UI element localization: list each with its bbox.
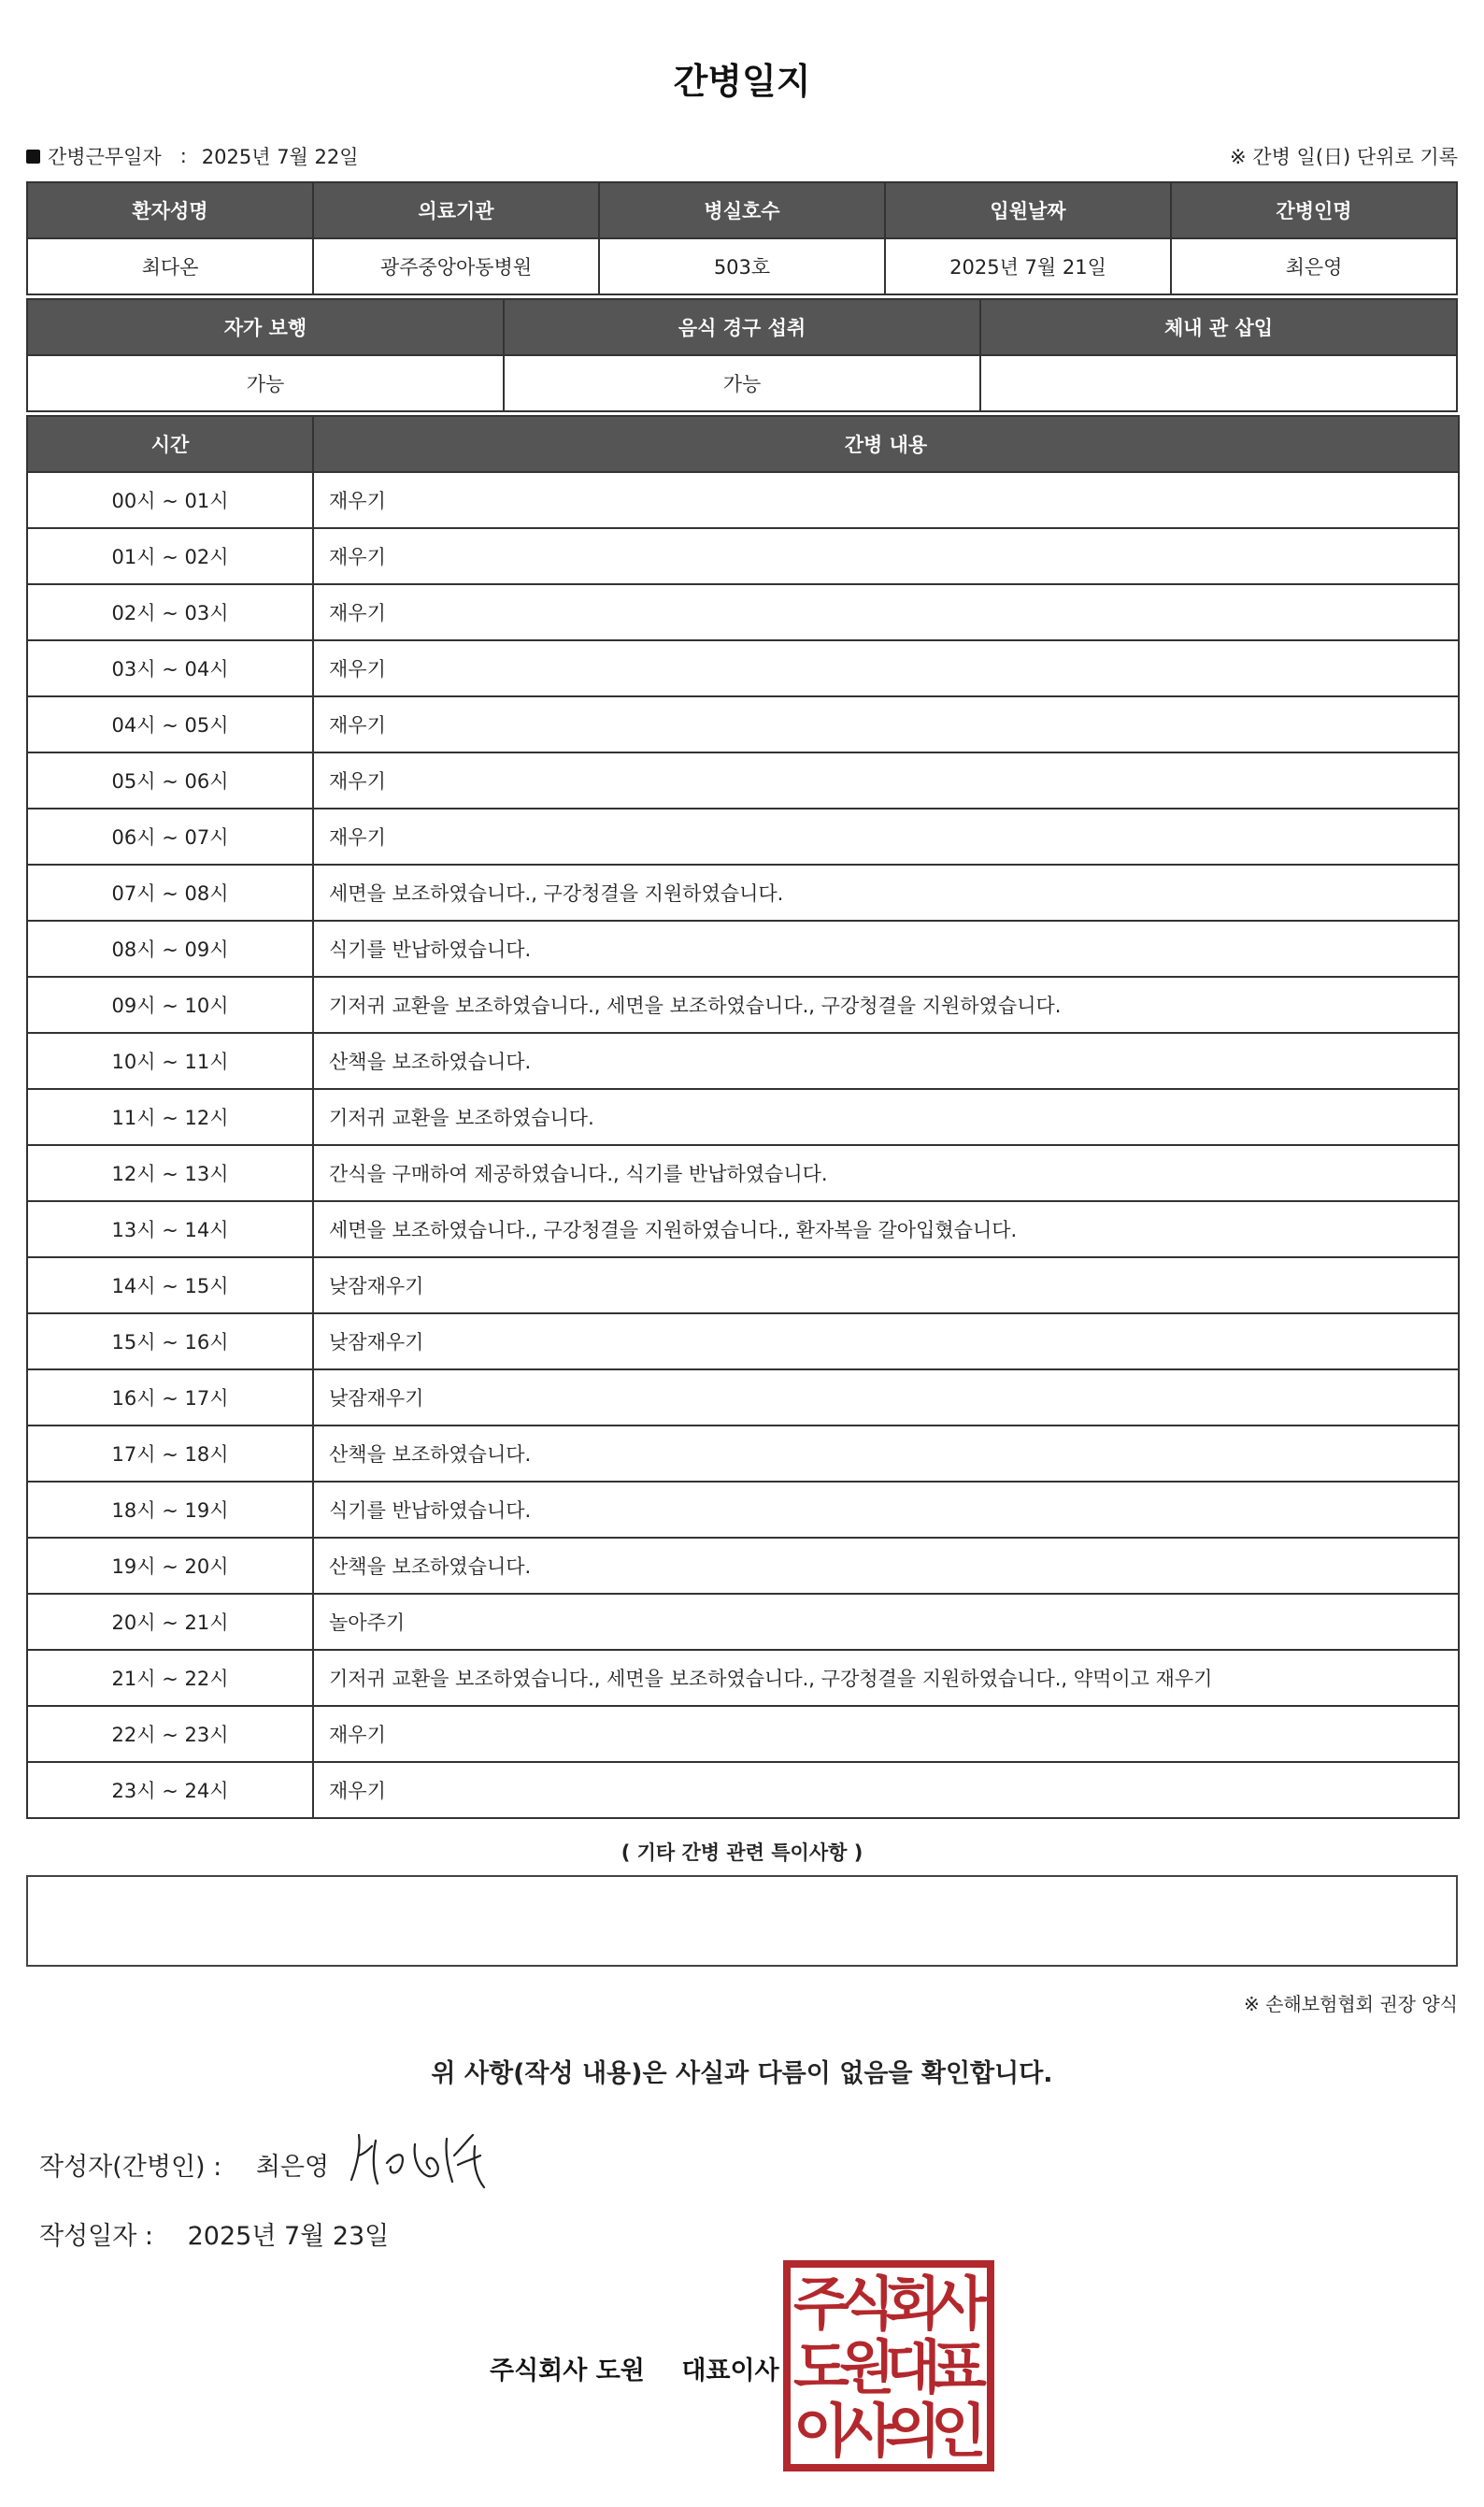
care-log-time: 02시 ~ 03시 [27,584,313,640]
writer-name: 최은영 [255,2153,330,2182]
header-care-content: 간병 내용 [313,416,1459,472]
care-log-time: 01시 ~ 02시 [27,528,313,584]
care-log-time: 16시 ~ 17시 [27,1369,313,1425]
care-log-time: 03시 ~ 04시 [27,640,313,696]
care-log-row [27,1313,1459,1369]
care-log-content: 세면을 보조하였습니다., 구강청결을 지원하였습니다., 환자복을 갈아입혔습니다. [313,1201,1459,1257]
care-log-body [27,472,1459,1818]
svg-text:회: 회 [885,2270,941,2338]
header-patient-name: 환자성명 [27,182,313,238]
svg-text:주: 주 [793,2270,849,2338]
svg-text:사: 사 [931,2270,987,2338]
care-log-time: 19시 ~ 20시 [27,1538,313,1594]
svg-text:식: 식 [839,2270,895,2338]
company-line [490,2350,779,2386]
care-log-time: 08시 ~ 09시 [27,921,313,977]
form-note: ※ 손해보험협회 권장 양식 [1243,1993,1458,2015]
oral-intake-value: 가능 [504,355,980,411]
care-log-row [27,865,1459,921]
care-log-content: 산책을 보조하였습니다. [313,1538,1459,1594]
care-log-row [27,528,1459,584]
care-log-row [27,1650,1459,1706]
care-log-row [27,1257,1459,1313]
care-log-content: 낮잠재우기 [313,1313,1459,1369]
header-time: 시간 [27,416,313,472]
company-name: 주식회사 도원 [490,2357,645,2385]
care-log-time: 09시 ~ 10시 [27,977,313,1033]
care-log-content: 재우기 [313,696,1459,752]
care-log-time: 23시 ~ 24시 [27,1762,313,1818]
care-log-time: 18시 ~ 19시 [27,1482,313,1538]
extra-notes-box [26,1875,1458,1967]
care-log-row [27,1538,1459,1594]
work-date-colon: : [179,145,187,167]
care-log-time: 04시 ~ 05시 [27,696,313,752]
care-log-content: 재우기 [313,584,1459,640]
care-log-time: 15시 ~ 16시 [27,1313,313,1369]
care-log-row [27,1145,1459,1201]
care-log-row [27,1089,1459,1145]
care-log-row [27,1369,1459,1425]
care-log-content: 식기를 반납하였습니다. [313,1482,1459,1538]
written-date-value: 2025년 7월 23일 [187,2222,390,2251]
svg-text:대: 대 [885,2333,941,2401]
patient-status-value-row [27,355,1457,411]
svg-text:원: 원 [839,2333,895,2401]
care-log-row [27,1762,1459,1818]
caregiver-name: 최은영 [1171,238,1457,294]
care-log-row [27,1706,1459,1762]
care-log-table [26,415,1460,1819]
care-log-time: 07시 ~ 08시 [27,865,313,921]
care-log-content: 낮잠재우기 [313,1369,1459,1425]
svg-text:표: 표 [931,2333,987,2401]
care-log-content: 식기를 반납하였습니다. [313,921,1459,977]
care-log-row [27,584,1459,640]
header-tube-insertion: 체내 관 삽입 [980,299,1457,355]
patient-info-header-row [27,182,1457,238]
care-log-content: 재우기 [313,528,1459,584]
header-caregiver-name: 간병인명 [1171,182,1457,238]
hospital-name: 광주중앙아동병원 [313,238,599,294]
care-log-row [27,1425,1459,1482]
bullet-square-icon [26,150,40,164]
patient-info-table [26,181,1458,295]
care-log-time: 13시 ~ 14시 [27,1201,313,1257]
care-log-content: 기저귀 교환을 보조하였습니다. [313,1089,1459,1145]
patient-info-value-row [27,238,1457,294]
header-hospital: 의료기관 [313,182,599,238]
extra-notes-title: ( 기타 간병 관련 특이사항 ) [621,1841,863,1864]
written-date-label: 작성일자 : [39,2222,154,2251]
svg-text:사: 사 [839,2397,895,2465]
care-log-time: 00시 ~ 01시 [27,472,313,528]
care-log-row [27,1033,1459,1089]
header-self-walking: 자가 보행 [27,299,504,355]
care-log-row [27,1594,1459,1650]
care-log-row [27,472,1459,528]
admission-date: 2025년 7월 21일 [885,238,1171,294]
work-date-line [26,142,359,170]
care-log-row [27,752,1459,809]
care-log-time: 11시 ~ 12시 [27,1089,313,1145]
svg-text:의: 의 [885,2397,941,2465]
care-log-content: 재우기 [313,1762,1459,1818]
care-log-time: 10시 ~ 11시 [27,1033,313,1089]
care-log-time: 20시 ~ 21시 [27,1594,313,1650]
care-log-row [27,1201,1459,1257]
care-log-content: 재우기 [313,752,1459,809]
care-log-header-row [27,416,1459,472]
header-room: 병실호수 [599,182,885,238]
care-log-time: 21시 ~ 22시 [27,1650,313,1706]
writer-line [39,2146,329,2183]
tube-insertion-value [980,355,1457,411]
care-log-content: 재우기 [313,472,1459,528]
document-title: 간병일지 [673,61,811,102]
care-log-content: 재우기 [313,1706,1459,1762]
care-log-time: 12시 ~ 13시 [27,1145,313,1201]
care-log-row [27,640,1459,696]
patient-name: 최다온 [27,238,313,294]
company-rep: 대표이사 [681,2357,779,2385]
header-admission-date: 입원날짜 [885,182,1171,238]
svg-text:이: 이 [793,2397,849,2465]
care-log-content: 산책을 보조하였습니다. [313,1425,1459,1482]
svg-text:인: 인 [931,2397,987,2465]
care-log-content: 재우기 [313,640,1459,696]
self-walking-value: 가능 [27,355,504,411]
care-log-content: 놀아주기 [313,1594,1459,1650]
care-log-row [27,696,1459,752]
care-log-content: 재우기 [313,809,1459,865]
writer-label: 작성자(간병인) : [39,2153,222,2182]
unit-note: ※ 간병 일(日) 단위로 기록 [1230,146,1458,168]
care-log-row [27,977,1459,1033]
care-log-content: 간식을 구매하여 제공하였습니다., 식기를 반납하였습니다. [313,1145,1459,1201]
svg-text:도: 도 [793,2333,849,2401]
company-seal [783,2260,994,2471]
care-log-content: 산책을 보조하였습니다. [313,1033,1459,1089]
written-date-line [39,2215,389,2252]
care-log-row [27,1482,1459,1538]
patient-status-table [26,298,1458,412]
care-log-time: 06시 ~ 07시 [27,809,313,865]
room-number: 503호 [599,238,885,294]
care-log-row [27,921,1459,977]
header-oral-intake: 음식 경구 섭취 [504,299,980,355]
care-log-content: 기저귀 교환을 보조하였습니다., 세면을 보조하였습니다., 구강청결을 지원하였습니다. [313,977,1459,1033]
care-log-row [27,809,1459,865]
care-log-time: 05시 ~ 06시 [27,752,313,809]
care-log-content: 낮잠재우기 [313,1257,1459,1313]
work-date-value: 2025년 7월 22일 [201,146,359,168]
care-log-time: 17시 ~ 18시 [27,1425,313,1482]
care-log-content: 기저귀 교환을 보조하였습니다., 세면을 보조하였습니다., 구강청결을 지원하였습니다., 약먹이고 재우기 [313,1650,1459,1706]
care-log-content: 세면을 보조하였습니다., 구강청결을 지원하였습니다. [313,865,1459,921]
patient-status-header-row [27,299,1457,355]
care-log-time: 22시 ~ 23시 [27,1706,313,1762]
handwritten-signature [344,2127,503,2195]
care-log-time: 14시 ~ 15시 [27,1257,313,1313]
confirmation-statement: 위 사항(작성 내용)은 사실과 다름이 없음을 확인합니다. [431,2059,1053,2088]
work-date-label: 간병근무일자 [48,146,162,168]
